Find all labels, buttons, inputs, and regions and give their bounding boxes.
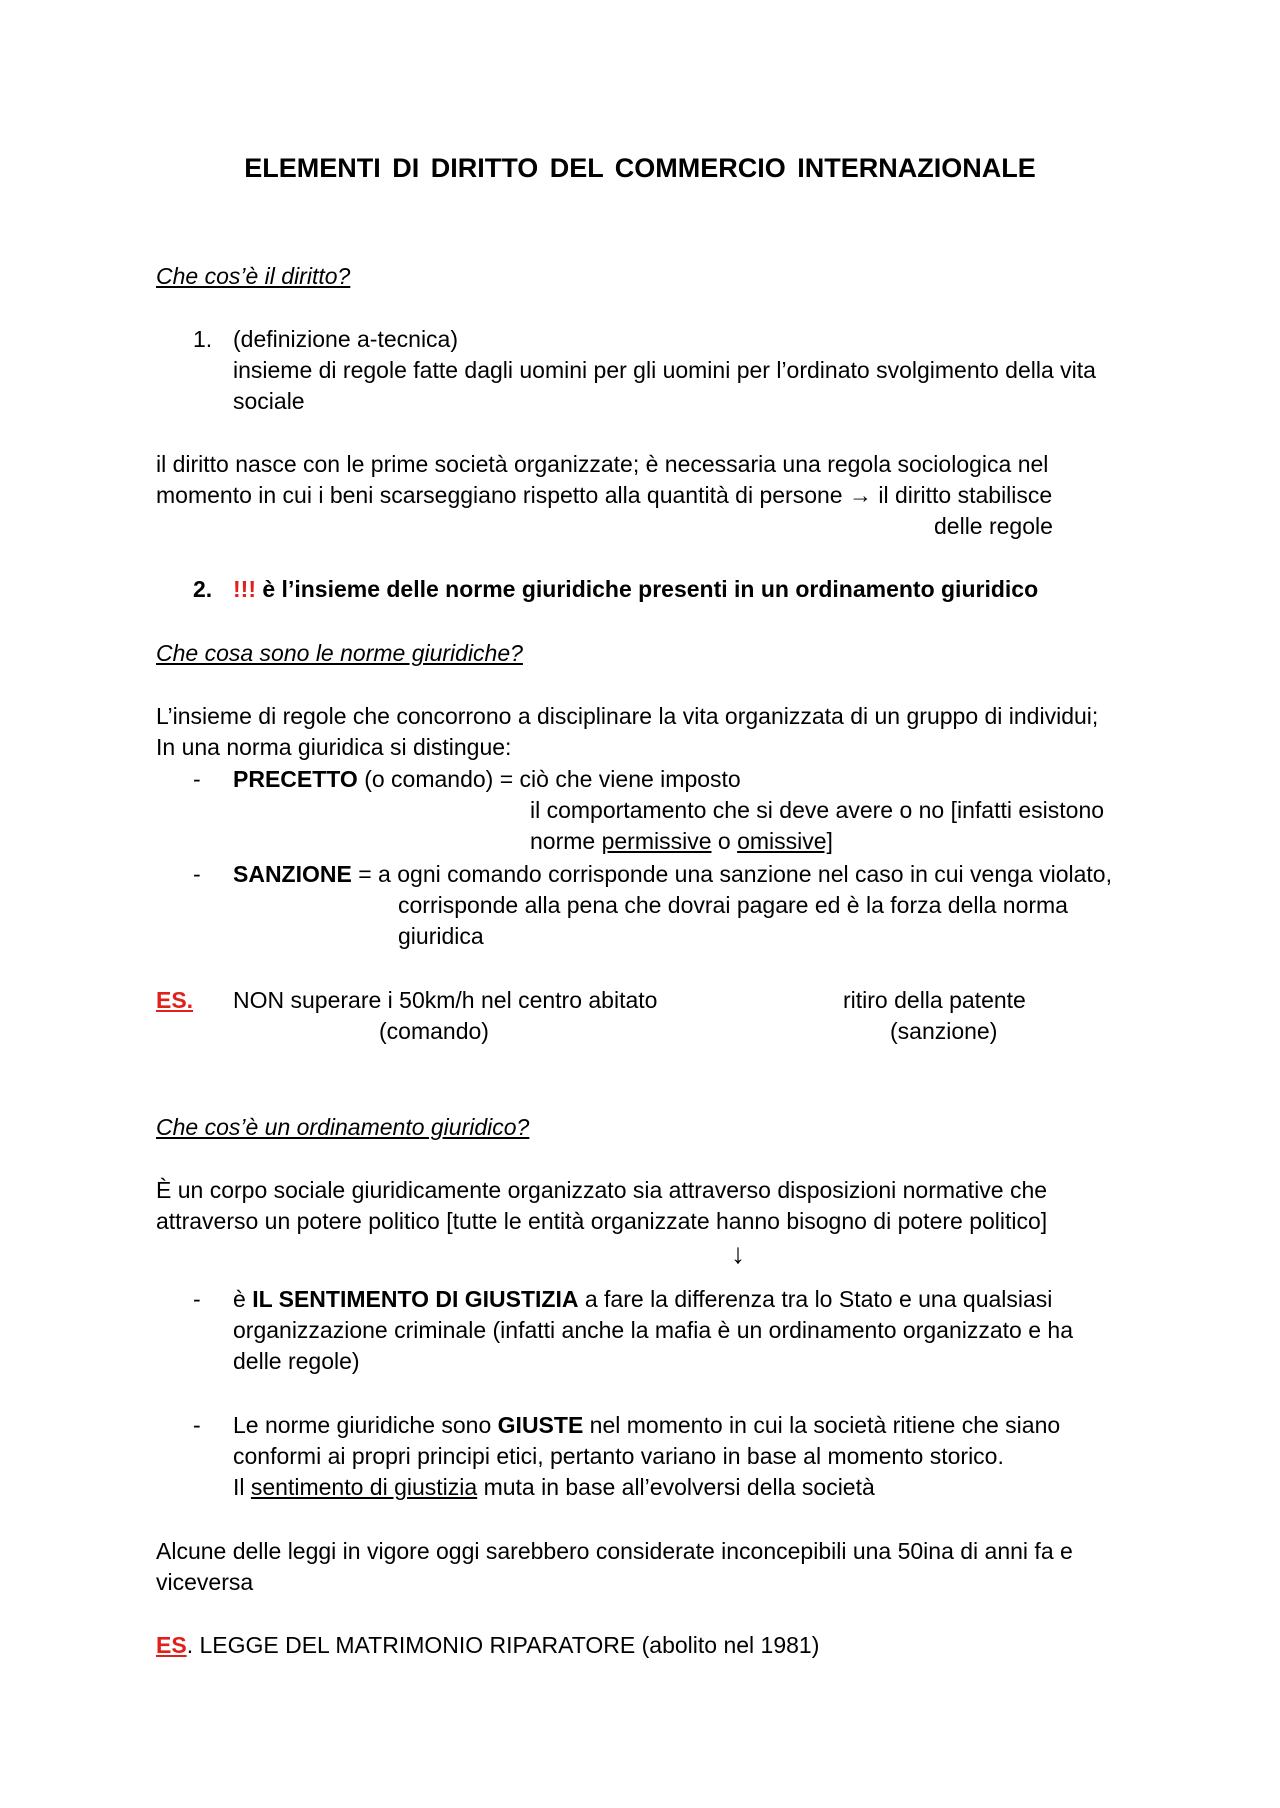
page-title: ELEMENTI DI DIRITTO DEL COMMERCIO INTERNAZIONALE	[244, 153, 1036, 183]
omissive-term: omissive]	[737, 828, 833, 854]
paragraph-3-line-1: È un corpo sociale giuridicamente organizzato sia attraverso disposizioni normative che	[156, 1177, 1048, 1203]
bullet-2-line-2: conformi ai propri principi etici, pertanto variano in base al momento storico.	[233, 1443, 1004, 1469]
definition-2	[233, 574, 1038, 605]
question-heading-diritto: Che cos’è il diritto?	[156, 263, 351, 289]
paragraph-1-line-3: delle regole	[934, 513, 1053, 539]
paragraph-1-line-2: momento in cui i beni scarseggiano rispetto alla quantità di persone → il diritto stabilisce	[156, 482, 1053, 508]
paragraph-2-line-2: In una norma giuridica si distingue:	[156, 734, 512, 760]
example-sanzione-caption: (sanzione)	[890, 1018, 998, 1044]
bullet-dash: -	[193, 1286, 201, 1312]
definition-1-line-2: insieme di regole fatte dagli uomini per gli uomini per l’ordinato svolgimento della vita	[233, 357, 1096, 383]
sentimento-giustizia-underlined: sentimento di giustizia	[250, 1474, 478, 1500]
definition-2-text: è l’insieme delle norme giuridiche presenti in un ordinamento giuridico	[255, 576, 1039, 602]
bullet-1-line-2: organizzazione criminale (infatti anche la mafia è un ordinamento organizzato e ha	[233, 1317, 1073, 1343]
definition-1-line-1: (definizione a-tecnica)	[233, 326, 459, 352]
bullet-2-line-3: Il sentimento di giustizia muta in base all’evolversi della società	[233, 1474, 875, 1500]
bullet-2-line-1: Le norme giuridiche sono GIUSTE nel momento in cui la società ritiene che siano	[233, 1412, 1061, 1438]
example-2-text: . LEGGE DEL MATRIMONIO RIPARATORE (abolito nel 1981)	[186, 1632, 820, 1658]
paragraph-1-line-1: il diritto nasce con le prime società organizzate; è necessaria una regola sociologica nel	[156, 451, 1049, 477]
sanzione-line-3: giuridica	[398, 923, 484, 949]
bullet-dash: -	[193, 766, 201, 792]
sanzione-line-2: corrisponde alla pena che dovrai pagare ed è la forza della norma	[398, 892, 1068, 918]
question-heading-ordinamento: Che cos’è un ordinamento giuridico?	[156, 1114, 530, 1140]
question-heading-norme: Che cosa sono le norme giuridiche?	[156, 640, 523, 666]
permissive-term: permissive	[601, 828, 712, 854]
bullet-1-line-3: delle regole)	[233, 1348, 360, 1374]
example-label: ES	[156, 1632, 187, 1658]
sanzione-term: SANZIONE	[233, 861, 352, 887]
paragraph-3-line-2: attraverso un potere politico [tutte le entità organizzate hanno bisogno di potere politico]	[156, 1208, 1048, 1234]
precetto-line-2: il comportamento che si deve avere o no [infatti esistono	[530, 797, 1105, 823]
list-number-1: 1.	[193, 326, 213, 352]
paragraph-2-line-1: L’insieme di regole che concorrono a disciplinare la vita organizzata di un gruppo di individui;	[156, 703, 1099, 729]
example-2	[156, 1630, 819, 1661]
example-comando-text: NON superare i 50km/h nel centro abitato	[233, 987, 658, 1013]
paragraph-4-line-1: Alcune delle leggi in vigore oggi sarebbero considerate inconcepibili una 50ina di anni fa e	[156, 1538, 1073, 1564]
example-label: ES.	[156, 987, 194, 1013]
attention-marker: !!!	[233, 576, 256, 602]
sentimento-giustizia-term: IL SENTIMENTO DI GIUSTIZIA	[252, 1286, 579, 1312]
example-sanzione-text: ritiro della patente	[843, 987, 1026, 1013]
bullet-dash: -	[193, 861, 201, 887]
paragraph-4-line-2: viceversa	[156, 1569, 254, 1595]
down-arrow-icon: ↓	[731, 1238, 745, 1269]
bullet-dash: -	[193, 1412, 201, 1438]
sanzione-line-1: SANZIONE = a ogni comando corrisponde una sanzione nel caso in cui venga violato,	[233, 861, 1112, 887]
bullet-1-line-1: è IL SENTIMENTO DI GIUSTIZIA a fare la differenza tra lo Stato e una qualsiasi	[233, 1286, 1053, 1312]
definition-1-line-3: sociale	[233, 388, 305, 414]
precetto-line-1: PRECETTO (o comando) = ciò che viene imposto	[233, 766, 741, 792]
list-number-2: 2.	[193, 576, 213, 602]
precetto-term: PRECETTO	[233, 766, 358, 792]
example-comando-caption: (comando)	[379, 1018, 489, 1044]
precetto-line-3: norme permissive o omissive]	[530, 828, 833, 854]
giuste-term: GIUSTE	[497, 1412, 584, 1438]
